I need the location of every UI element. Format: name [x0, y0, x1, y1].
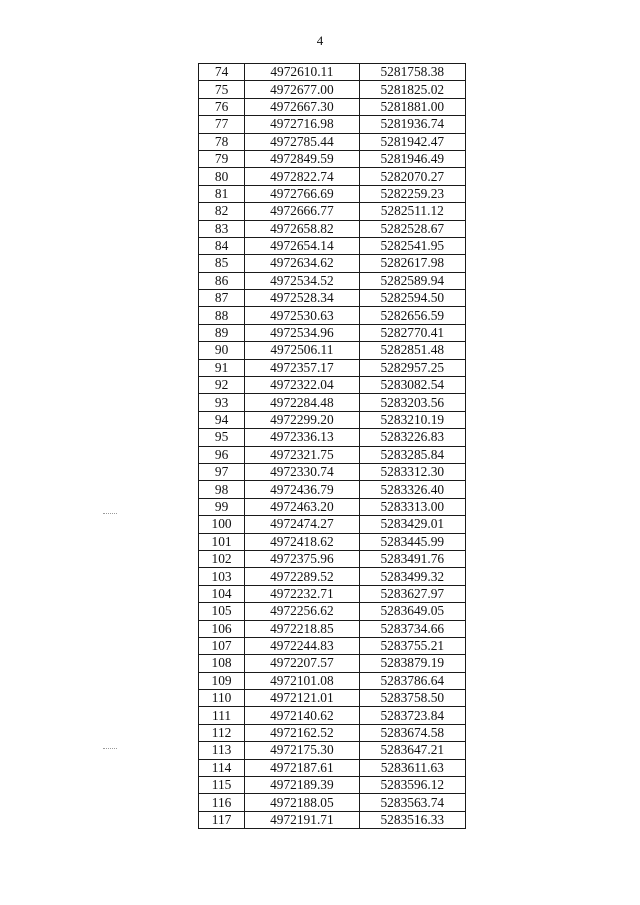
point-number-cell: 116 — [199, 794, 245, 811]
y-coordinate-cell: 5281942.47 — [359, 133, 465, 150]
table-row — [199, 516, 466, 533]
y-coordinate-cell: 5283226.83 — [359, 429, 465, 446]
x-coordinate-cell: 4972189.39 — [245, 777, 359, 794]
point-number-cell: 111 — [199, 707, 245, 724]
x-coordinate-cell: 4972336.13 — [245, 429, 359, 446]
point-number-cell: 89 — [199, 324, 245, 341]
x-coordinate-cell: 4972140.62 — [245, 707, 359, 724]
x-coordinate-cell: 4972299.20 — [245, 411, 359, 428]
y-coordinate-cell: 5283786.64 — [359, 672, 465, 689]
y-coordinate-cell: 5281758.38 — [359, 64, 465, 81]
y-coordinate-cell: 5283326.40 — [359, 481, 465, 498]
margin-mark — [103, 513, 117, 515]
x-coordinate-cell: 4972357.17 — [245, 359, 359, 376]
y-coordinate-cell: 5282259.23 — [359, 185, 465, 202]
table-row — [199, 568, 466, 585]
table-row — [199, 394, 466, 411]
table-row — [199, 672, 466, 689]
y-coordinate-cell: 5282851.48 — [359, 342, 465, 359]
y-coordinate-cell: 5283674.58 — [359, 724, 465, 741]
point-number-cell: 93 — [199, 394, 245, 411]
y-coordinate-cell: 5282541.95 — [359, 237, 465, 254]
table-row — [199, 133, 466, 150]
point-number-cell: 80 — [199, 168, 245, 185]
table-row — [199, 64, 466, 81]
y-coordinate-cell: 5283285.84 — [359, 446, 465, 463]
x-coordinate-cell: 4972207.57 — [245, 655, 359, 672]
table-row — [199, 603, 466, 620]
table-row — [199, 811, 466, 828]
coordinates-table-body — [199, 64, 466, 829]
y-coordinate-cell: 5282594.50 — [359, 290, 465, 307]
point-number-cell: 88 — [199, 307, 245, 324]
y-coordinate-cell: 5283611.63 — [359, 759, 465, 776]
y-coordinate-cell: 5283203.56 — [359, 394, 465, 411]
y-coordinate-cell: 5283734.66 — [359, 620, 465, 637]
point-number-cell: 104 — [199, 585, 245, 602]
x-coordinate-cell: 4972191.71 — [245, 811, 359, 828]
y-coordinate-cell: 5283429.01 — [359, 516, 465, 533]
y-coordinate-cell: 5283491.76 — [359, 550, 465, 567]
table-row — [199, 168, 466, 185]
table-row — [199, 724, 466, 741]
point-number-cell: 101 — [199, 533, 245, 550]
table-row — [199, 255, 466, 272]
table-row — [199, 307, 466, 324]
point-number-cell: 91 — [199, 359, 245, 376]
table-row — [199, 150, 466, 167]
point-number-cell: 106 — [199, 620, 245, 637]
table-row — [199, 794, 466, 811]
table-row — [199, 237, 466, 254]
y-coordinate-cell: 5283499.32 — [359, 568, 465, 585]
table-row — [199, 550, 466, 567]
x-coordinate-cell: 4972658.82 — [245, 220, 359, 237]
x-coordinate-cell: 4972785.44 — [245, 133, 359, 150]
x-coordinate-cell: 4972436.79 — [245, 481, 359, 498]
x-coordinate-cell: 4972244.83 — [245, 637, 359, 654]
table-row — [199, 185, 466, 202]
point-number-cell: 109 — [199, 672, 245, 689]
x-coordinate-cell: 4972418.62 — [245, 533, 359, 550]
x-coordinate-cell: 4972530.63 — [245, 307, 359, 324]
point-number-cell: 75 — [199, 81, 245, 98]
table-row — [199, 220, 466, 237]
x-coordinate-cell: 4972188.05 — [245, 794, 359, 811]
y-coordinate-cell: 5283082.54 — [359, 377, 465, 394]
y-coordinate-cell: 5283445.99 — [359, 533, 465, 550]
y-coordinate-cell: 5282070.27 — [359, 168, 465, 185]
x-coordinate-cell: 4972162.52 — [245, 724, 359, 741]
y-coordinate-cell: 5282511.12 — [359, 203, 465, 220]
point-number-cell: 86 — [199, 272, 245, 289]
point-number-cell: 110 — [199, 690, 245, 707]
y-coordinate-cell: 5281936.74 — [359, 116, 465, 133]
table-row — [199, 759, 466, 776]
point-number-cell: 112 — [199, 724, 245, 741]
table-row — [199, 498, 466, 515]
y-coordinate-cell: 5282957.25 — [359, 359, 465, 376]
x-coordinate-cell: 4972474.27 — [245, 516, 359, 533]
x-coordinate-cell: 4972766.69 — [245, 185, 359, 202]
y-coordinate-cell: 5283758.50 — [359, 690, 465, 707]
point-number-cell: 97 — [199, 463, 245, 480]
x-coordinate-cell: 4972654.14 — [245, 237, 359, 254]
table-row — [199, 342, 466, 359]
table-row — [199, 98, 466, 115]
y-coordinate-cell: 5283723.84 — [359, 707, 465, 724]
x-coordinate-cell: 4972666.77 — [245, 203, 359, 220]
x-coordinate-cell: 4972677.00 — [245, 81, 359, 98]
point-number-cell: 83 — [199, 220, 245, 237]
y-coordinate-cell: 5283312.30 — [359, 463, 465, 480]
page-number: 4 — [316, 33, 324, 48]
x-coordinate-cell: 4972822.74 — [245, 168, 359, 185]
point-number-cell: 96 — [199, 446, 245, 463]
point-number-cell: 113 — [199, 742, 245, 759]
y-coordinate-cell: 5283647.21 — [359, 742, 465, 759]
point-number-cell: 98 — [199, 481, 245, 498]
y-coordinate-cell: 5283313.00 — [359, 498, 465, 515]
table-row — [199, 411, 466, 428]
table-row — [199, 533, 466, 550]
point-number-cell: 117 — [199, 811, 245, 828]
point-number-cell: 108 — [199, 655, 245, 672]
point-number-cell: 103 — [199, 568, 245, 585]
y-coordinate-cell: 5283649.05 — [359, 603, 465, 620]
x-coordinate-cell: 4972634.62 — [245, 255, 359, 272]
x-coordinate-cell: 4972232.71 — [245, 585, 359, 602]
point-number-cell: 95 — [199, 429, 245, 446]
x-coordinate-cell: 4972330.74 — [245, 463, 359, 480]
x-coordinate-cell: 4972667.30 — [245, 98, 359, 115]
point-number-cell: 81 — [199, 185, 245, 202]
y-coordinate-cell: 5282656.59 — [359, 307, 465, 324]
point-number-cell: 107 — [199, 637, 245, 654]
table-row — [199, 655, 466, 672]
x-coordinate-cell: 4972321.75 — [245, 446, 359, 463]
point-number-cell: 82 — [199, 203, 245, 220]
y-coordinate-cell: 5281881.00 — [359, 98, 465, 115]
y-coordinate-cell: 5283627.97 — [359, 585, 465, 602]
table-row — [199, 429, 466, 446]
point-number-cell: 92 — [199, 377, 245, 394]
point-number-cell: 77 — [199, 116, 245, 133]
y-coordinate-cell: 5283516.33 — [359, 811, 465, 828]
point-number-cell: 84 — [199, 237, 245, 254]
point-number-cell: 78 — [199, 133, 245, 150]
point-number-cell: 114 — [199, 759, 245, 776]
x-coordinate-cell: 4972121.01 — [245, 690, 359, 707]
y-coordinate-cell: 5281946.49 — [359, 150, 465, 167]
x-coordinate-cell: 4972534.96 — [245, 324, 359, 341]
table-row — [199, 272, 466, 289]
y-coordinate-cell: 5282770.41 — [359, 324, 465, 341]
x-coordinate-cell: 4972716.98 — [245, 116, 359, 133]
y-coordinate-cell: 5283879.19 — [359, 655, 465, 672]
table-row — [199, 463, 466, 480]
x-coordinate-cell: 4972101.08 — [245, 672, 359, 689]
point-number-cell: 87 — [199, 290, 245, 307]
table-row — [199, 377, 466, 394]
y-coordinate-cell: 5283210.19 — [359, 411, 465, 428]
point-number-cell: 102 — [199, 550, 245, 567]
y-coordinate-cell: 5281825.02 — [359, 81, 465, 98]
x-coordinate-cell: 4972175.30 — [245, 742, 359, 759]
x-coordinate-cell: 4972610.11 — [245, 64, 359, 81]
y-coordinate-cell: 5282617.98 — [359, 255, 465, 272]
table-row — [199, 116, 466, 133]
y-coordinate-cell: 5283755.21 — [359, 637, 465, 654]
point-number-cell: 99 — [199, 498, 245, 515]
x-coordinate-cell: 4972375.96 — [245, 550, 359, 567]
x-coordinate-cell: 4972284.48 — [245, 394, 359, 411]
x-coordinate-cell: 4972256.62 — [245, 603, 359, 620]
x-coordinate-cell: 4972534.52 — [245, 272, 359, 289]
x-coordinate-cell: 4972528.34 — [245, 290, 359, 307]
table-row — [199, 637, 466, 654]
point-number-cell: 79 — [199, 150, 245, 167]
x-coordinate-cell: 4972187.61 — [245, 759, 359, 776]
y-coordinate-cell: 5282528.67 — [359, 220, 465, 237]
x-coordinate-cell: 4972506.11 — [245, 342, 359, 359]
table-row — [199, 324, 466, 341]
table-row — [199, 620, 466, 637]
table-row — [199, 585, 466, 602]
y-coordinate-cell: 5283596.12 — [359, 777, 465, 794]
table-row — [199, 707, 466, 724]
table-row — [199, 777, 466, 794]
x-coordinate-cell: 4972849.59 — [245, 150, 359, 167]
point-number-cell: 115 — [199, 777, 245, 794]
x-coordinate-cell: 4972463.20 — [245, 498, 359, 515]
point-number-cell: 100 — [199, 516, 245, 533]
table-row — [199, 690, 466, 707]
point-number-cell: 94 — [199, 411, 245, 428]
point-number-cell: 85 — [199, 255, 245, 272]
point-number-cell: 76 — [199, 98, 245, 115]
table-row — [199, 203, 466, 220]
x-coordinate-cell: 4972218.85 — [245, 620, 359, 637]
point-number-cell: 74 — [199, 64, 245, 81]
table-row — [199, 290, 466, 307]
coordinates-table — [198, 63, 466, 829]
table-row — [199, 359, 466, 376]
margin-mark — [103, 748, 117, 750]
y-coordinate-cell: 5282589.94 — [359, 272, 465, 289]
y-coordinate-cell: 5283563.74 — [359, 794, 465, 811]
point-number-cell: 90 — [199, 342, 245, 359]
table-row — [199, 481, 466, 498]
table-row — [199, 81, 466, 98]
x-coordinate-cell: 4972322.04 — [245, 377, 359, 394]
table-row — [199, 446, 466, 463]
table-row — [199, 742, 466, 759]
x-coordinate-cell: 4972289.52 — [245, 568, 359, 585]
point-number-cell: 105 — [199, 603, 245, 620]
